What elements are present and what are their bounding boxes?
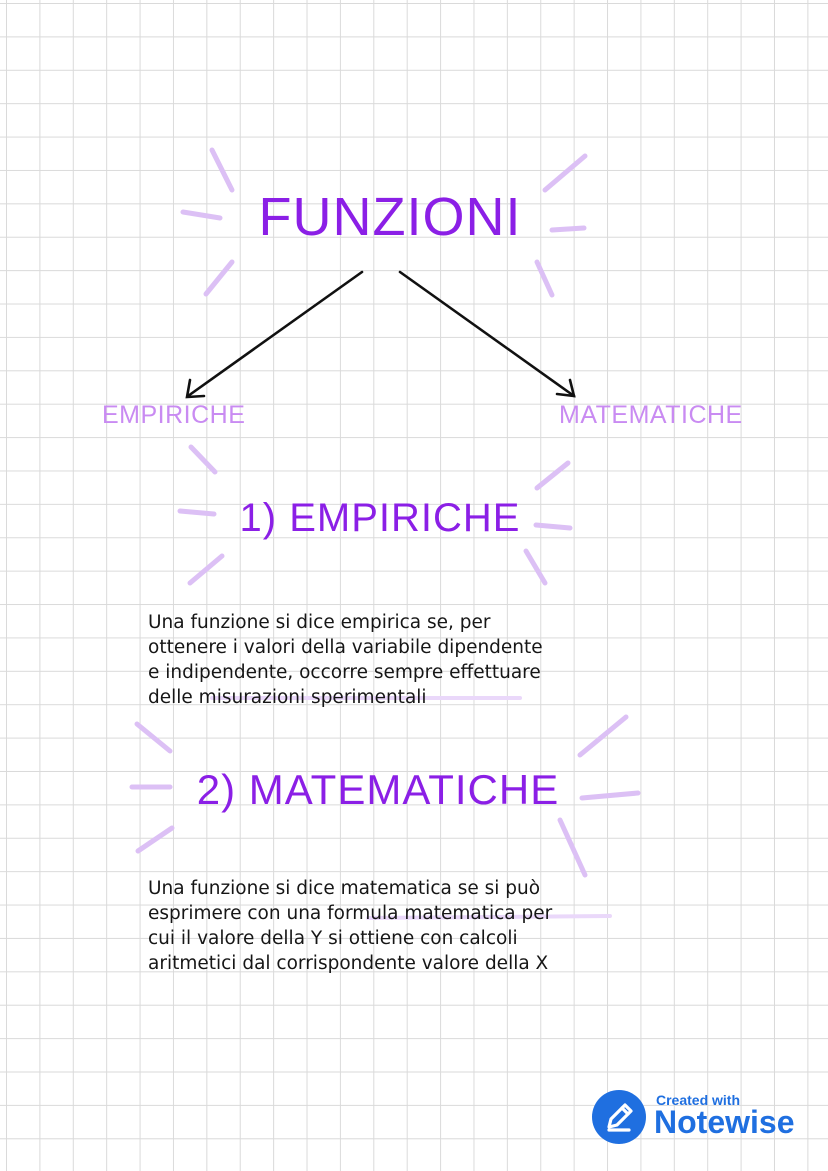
branch-label-matematiche: MATEMATICHE (559, 401, 743, 429)
text-line: Una funzione si dice matematica se si può (148, 878, 541, 899)
arrows (187, 272, 574, 397)
brand-created-with: Created with (656, 1092, 741, 1108)
text-line: Una funzione si dice empirica se, per (148, 612, 491, 633)
text-line: aritmetici dal corrispondente valore della X (148, 953, 549, 974)
text-line: esprimere con una formula matematica per (148, 903, 553, 924)
section-heading-empiriche: 1) EMPIRICHE (239, 496, 521, 540)
text-line: delle misurazioni sperimentali (148, 687, 427, 708)
page-title: FUNZIONI (258, 187, 522, 247)
section-text-empiriche (148, 610, 708, 710)
notewise-badge (592, 1090, 812, 1146)
branch-label-empiriche: EMPIRICHE (102, 401, 246, 429)
section-heading-matematiche: 2) MATEMATICHE (196, 766, 560, 813)
section-text-matematiche (148, 876, 708, 976)
text-line: e indipendente, occorre sempre effettuare (148, 662, 541, 683)
brand-name: Notewise (654, 1104, 795, 1140)
pencil-icon (592, 1090, 646, 1144)
text-line: ottenere i valori della variabile dipendente (148, 637, 543, 658)
text-line: cui il valore della Y si ottiene con calcoli (148, 928, 518, 949)
